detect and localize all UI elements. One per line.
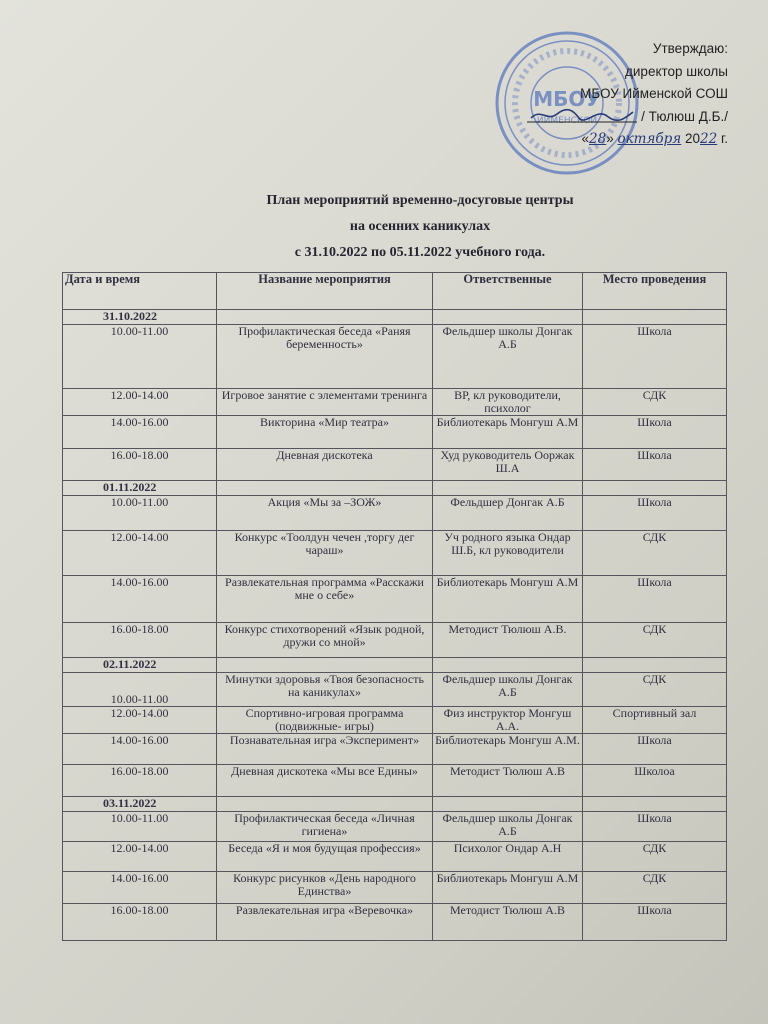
approval-signature-line	[527, 106, 728, 129]
responsible-cell: Библиотекарь Монгуш А.М	[433, 576, 583, 623]
title-line-3: с 31.10.2022 по 05.11.2022 учебного года.	[294, 245, 546, 260]
place-cell: СДК	[583, 389, 727, 416]
responsible-cell: Библиотекарь Монгуш А.М	[433, 416, 583, 449]
event-cell: Развлекательная программа «Расскажи мне о себе»	[217, 576, 433, 623]
event-cell: Игровое занятие с элементами тренинга	[217, 389, 433, 416]
table-row	[63, 623, 727, 658]
place-cell: Школа	[583, 576, 727, 623]
table-row	[63, 707, 727, 734]
date-row	[63, 797, 727, 812]
date-open-quote: «	[581, 131, 590, 146]
table-row	[63, 389, 727, 416]
time-cell: 14.00-16.00	[63, 872, 217, 904]
responsible-cell: ВР, кл руководители, психолог	[433, 389, 583, 416]
header-place: Место проведения	[583, 273, 727, 310]
table-row	[63, 673, 727, 707]
responsible-cell: Худ руководитель Ооржак Ш.А	[433, 449, 583, 481]
table-row	[63, 449, 727, 481]
responsible-cell: Библиотекарь Монгуш А.М	[433, 872, 583, 904]
event-cell: Развлекательная игра «Веревочка»	[217, 904, 433, 941]
time-cell: 14.00-16.00	[63, 576, 217, 623]
time-cell: 12.00-14.00	[63, 389, 217, 416]
time-cell: 10.00-11.00	[63, 673, 217, 707]
event-cell: Конкурс рисунков «День народного Единства»	[217, 872, 433, 904]
responsible-cell: Физ инструктор Монгуш А.А.	[433, 707, 583, 734]
approval-heading: Утверждаю:	[652, 41, 728, 56]
table-row	[63, 576, 727, 623]
responsible-cell: Методист Тюлюш А.В.	[433, 623, 583, 658]
place-cell: СДК	[583, 673, 727, 707]
event-cell: Минутки здоровья «Твоя безопасность на каникулах»	[217, 673, 433, 707]
time-cell: 12.00-14.00	[63, 531, 217, 576]
event-cell: Познавательная игра «Эксперимент»	[217, 734, 433, 765]
approval-school: МБОУ Ийменской СОШ	[580, 86, 728, 101]
date-row	[63, 310, 727, 325]
event-cell: Дневная дискотека «Мы все Едины»	[217, 765, 433, 797]
date-month: октября	[617, 131, 682, 147]
event-cell: Акция «Мы за –ЗОЖ»	[217, 496, 433, 531]
event-cell: Профилактическая беседа «Раняя беременность»	[217, 325, 433, 389]
header-datetime: Дата и время	[63, 273, 217, 310]
table-row	[63, 496, 727, 531]
event-cell: Профилактическая беседа «Личная гигиена»	[217, 812, 433, 842]
time-cell: 10.00-11.00	[63, 496, 217, 531]
place-cell: Школа	[583, 496, 727, 531]
empty-cell	[583, 310, 727, 325]
responsible-cell: Фельдшер школы Донгак А.Б	[433, 812, 583, 842]
date-cell: 03.11.2022	[63, 797, 217, 812]
table-row	[63, 842, 727, 872]
header-responsible: Ответственные	[433, 273, 583, 310]
empty-cell	[583, 481, 727, 496]
date-close-quote: »	[606, 131, 614, 146]
date-cell: 01.11.2022	[63, 481, 217, 496]
place-cell: СДК	[583, 531, 727, 576]
place-cell: Школа	[583, 734, 727, 765]
date-row	[63, 481, 727, 496]
event-cell: Дневная дискотека	[217, 449, 433, 481]
time-cell: 16.00-18.00	[63, 623, 217, 658]
empty-cell	[583, 797, 727, 812]
table-row	[63, 812, 727, 842]
time-cell: 10.00-11.00	[63, 325, 217, 389]
empty-cell	[217, 658, 433, 673]
place-cell: Школоа	[583, 765, 727, 797]
time-cell: 12.00-14.00	[63, 842, 217, 872]
time-cell: 14.00-16.00	[63, 734, 217, 765]
header-event: Название мероприятия	[217, 273, 433, 310]
table-row	[63, 416, 727, 449]
approval-director-name: / Тюлюш Д.Б./	[641, 108, 728, 124]
responsible-cell: Методист Тюлюш А.В	[433, 765, 583, 797]
event-cell: Конкурс «Тоолдун чечен ,торгу дег чараш»	[217, 531, 433, 576]
svg-text:ИЙМЕНСКОЙ: ИЙМЕНСКОЙ	[536, 116, 598, 126]
time-cell: 16.00-18.00	[63, 904, 217, 941]
empty-cell	[433, 797, 583, 812]
time-cell: 10.00-11.00	[63, 812, 217, 842]
time-cell: 14.00-16.00	[63, 416, 217, 449]
time-cell: 12.00-14.00	[63, 707, 217, 734]
place-cell: Школа	[583, 904, 727, 941]
date-suffix: г.	[717, 131, 728, 146]
place-cell: Школа	[583, 416, 727, 449]
table-row	[63, 734, 727, 765]
svg-text:МБОУ: МБОУ	[533, 87, 601, 111]
table-row	[63, 904, 727, 941]
date-year-prefix: 20	[685, 131, 701, 146]
events-table	[62, 272, 727, 941]
place-cell: Школа	[583, 449, 727, 481]
table-row	[63, 765, 727, 797]
place-cell: Школа	[583, 325, 727, 389]
signature-mark	[527, 109, 641, 124]
date-day: 28	[589, 131, 607, 147]
date-cell: 31.10.2022	[63, 310, 217, 325]
responsible-cell: Психолог Ондар А.Н	[433, 842, 583, 872]
empty-cell	[217, 797, 433, 812]
responsible-cell: Фельдшер школы Донгак А.Б	[433, 325, 583, 389]
empty-cell	[583, 658, 727, 673]
event-cell: Беседа «Я и моя будущая профессия»	[217, 842, 433, 872]
date-cell: 02.11.2022	[63, 658, 217, 673]
place-cell: Школа	[583, 812, 727, 842]
responsible-cell: Уч родного языка Ондар Ш.Б, кл руководители	[433, 531, 583, 576]
empty-cell	[433, 481, 583, 496]
responsible-cell: Методист Тюлюш А.В	[433, 904, 583, 941]
event-cell: Спортивно-игровая программа (подвижные- игры)	[217, 707, 433, 734]
table-header-row	[63, 273, 727, 310]
time-cell: 16.00-18.00	[63, 449, 217, 481]
place-cell: СДК	[583, 872, 727, 904]
event-cell: Конкурс стихотворений «Язык родной, дружи со мной»	[217, 623, 433, 658]
empty-cell	[217, 310, 433, 325]
responsible-cell: Фельдшер Донгак А.Б	[433, 496, 583, 531]
responsible-cell: Фельдшер школы Донгак А.Б	[433, 673, 583, 707]
approval-block	[527, 38, 728, 151]
place-cell: СДК	[583, 623, 727, 658]
title-line-1: План мероприятий временно-досуговые центры	[266, 193, 574, 208]
table-row	[63, 531, 727, 576]
empty-cell	[433, 658, 583, 673]
table-row	[63, 325, 727, 389]
time-cell: 16.00-18.00	[63, 765, 217, 797]
event-cell: Викторина «Мир театра»	[217, 416, 433, 449]
date-row	[63, 658, 727, 673]
table-row	[63, 872, 727, 904]
title-line-2: на осенних каникулах	[349, 219, 491, 234]
document-title-block	[0, 188, 768, 266]
responsible-cell: Библиотекарь Монгуш А.М.	[433, 734, 583, 765]
empty-cell	[433, 310, 583, 325]
place-cell: СДК	[583, 842, 727, 872]
approval-position: директор школы	[625, 63, 728, 79]
events-table-body	[63, 310, 727, 941]
place-cell: Спортивный зал	[583, 707, 727, 734]
empty-cell	[217, 481, 433, 496]
date-year: 22	[700, 131, 718, 147]
approval-date	[527, 128, 728, 151]
